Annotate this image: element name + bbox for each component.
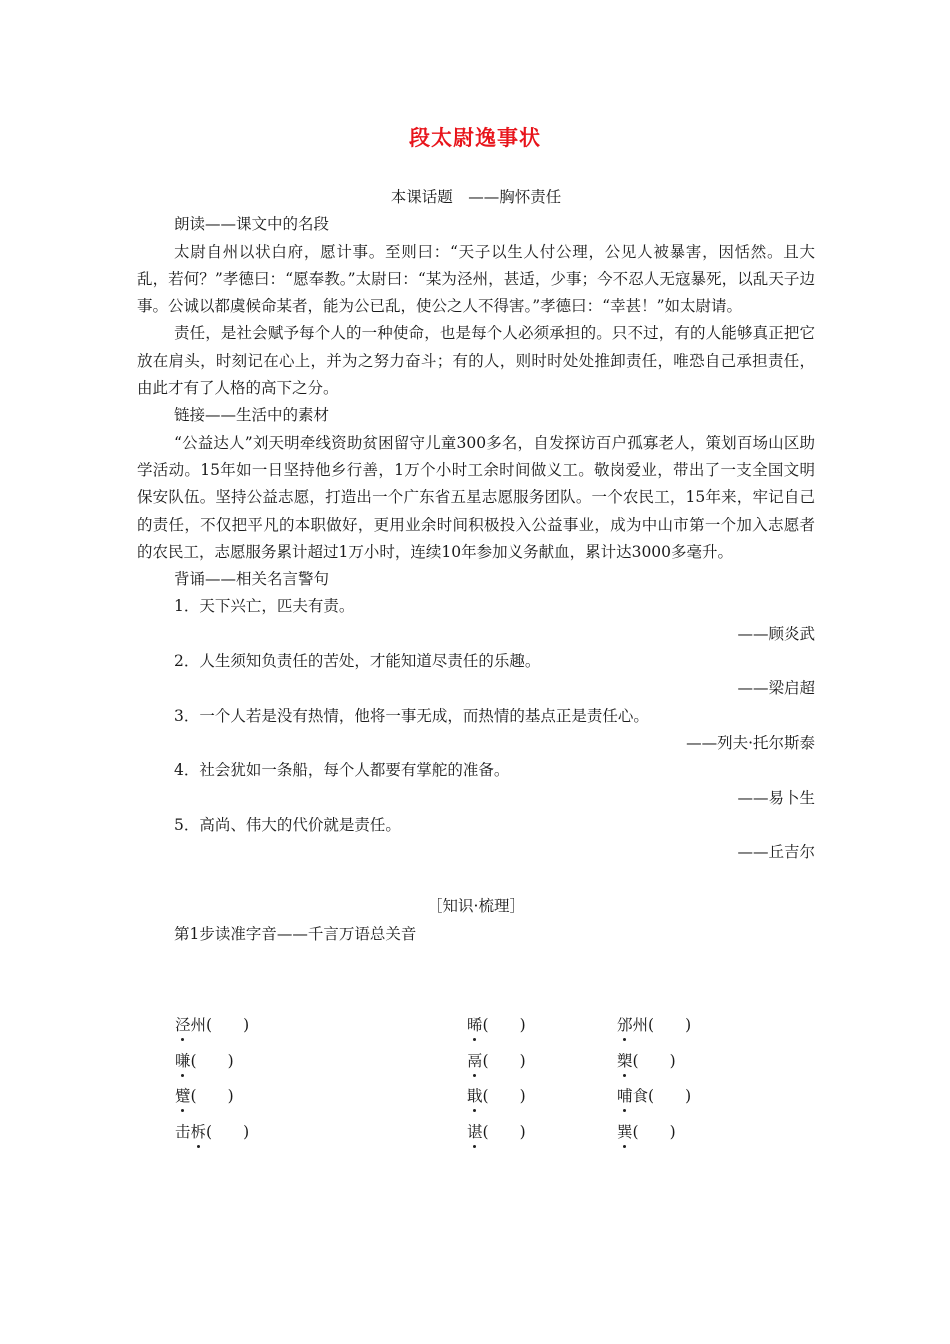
reading-passage: 太尉自州以状白府，愿计事。至则曰：“天子以生人付公理，公见人被暴害，因恬然。且大乱，若何？”孝德曰：“愿奉教。”太尉曰：“某为泾州，甚适，少事；今不忍人无寇暴死，以乱天子边事。公诚以都虞候命某者，能为公已乱，使公之人不得害。”孝德曰：“幸甚！”如太尉请。 (137, 242, 815, 316)
pinyin-item: 躄( ) (175, 1084, 467, 1106)
quote-text: 4．社会犹如一条船，每个人都要有掌舵的准备。 (174, 761, 510, 780)
topic-line: 本课话题 ——胸怀责任 (390, 188, 562, 206)
quote-text: 3．一个人若是没有热情，他将一事无成，而热情的基点正是责任心。 (174, 706, 649, 725)
reading-heading: 朗读——课文中的名段 (174, 215, 330, 234)
quote-author: ——丘吉尔 (737, 843, 815, 862)
pinyin-item: 戢( ) (467, 1084, 617, 1106)
pinyin-row (175, 1049, 815, 1085)
quote-author: ——顾炎武 (737, 624, 815, 643)
reading-commentary: 责任，是社会赋予每个人的一种使命，也是每个人必须承担的。只不过，有的人能够真正把它放在肩头，时刻记在心上，并为之努力奋斗；有的人，则时时处处推卸责任，唯恐自己承担责任，由此才有了人格的高下之分。 (137, 324, 815, 398)
pinyin-item: 哺食( ) (617, 1084, 691, 1106)
main-content (137, 184, 815, 948)
section-gap (137, 866, 815, 893)
step-heading: 第1步读准字音——千言万语总关音 (174, 924, 417, 943)
quote-text: 2．人生须知负责任的苦处，才能知道尽责任的乐趣。 (174, 652, 541, 671)
pinyin-item: 巽( ) (617, 1120, 676, 1142)
pinyin-item: 泾州( ) (175, 1013, 467, 1035)
pinyin-row (175, 1120, 815, 1156)
quote-author: ——列夫·托尔斯泰 (686, 733, 815, 752)
pinyin-row (175, 1013, 815, 1049)
pinyin-item: 谌( ) (467, 1120, 617, 1142)
pinyin-item: 晞( ) (467, 1013, 617, 1035)
page-title: 段太尉逸事状 (409, 126, 541, 150)
recite-heading: 背诵——相关名言警句 (174, 570, 330, 589)
pinyin-item: 鬲( ) (467, 1049, 617, 1071)
pinyin-item: 槊( ) (617, 1049, 676, 1071)
pinyin-item: 嗛( ) (175, 1049, 467, 1071)
quote-text: 1．天下兴亡，匹夫有责。 (174, 597, 355, 616)
quote-text: 5．高尚、伟大的代价就是责任。 (174, 815, 401, 834)
knowledge-heading: ［知识·梳理］ (427, 897, 525, 916)
pinyin-exercise-grid (175, 1013, 815, 1155)
pinyin-row (175, 1084, 815, 1120)
pinyin-item: 击柝( ) (175, 1120, 467, 1142)
pinyin-item: 邠州( ) (617, 1013, 691, 1035)
link-text: “公益达人”刘天明牵线资助贫困留守儿童300多名，自发探访百户孤寡老人，策划百场山区助学活动。15年如一日坚持他乡行善，1万个小时工余时间做义工。敬岗爱业，带出了一支全国文明保安队伍。坚持公益志愿，打造出一个广东省五星志愿服务团队。一个农民工，15年来，牢记自己的责任，不仅把平凡的本职做好，更用业余时间积极投入公益事业，成为中山市第一个加入志愿者的农民工，志愿服务累计超过1万小时，连续10年参加义务献血，累计达3000多毫升。 (137, 433, 815, 561)
quote-author: ——梁启超 (737, 679, 815, 698)
link-heading: 链接——生活中的素材 (174, 406, 330, 425)
quote-author: ——易卜生 (737, 788, 815, 807)
